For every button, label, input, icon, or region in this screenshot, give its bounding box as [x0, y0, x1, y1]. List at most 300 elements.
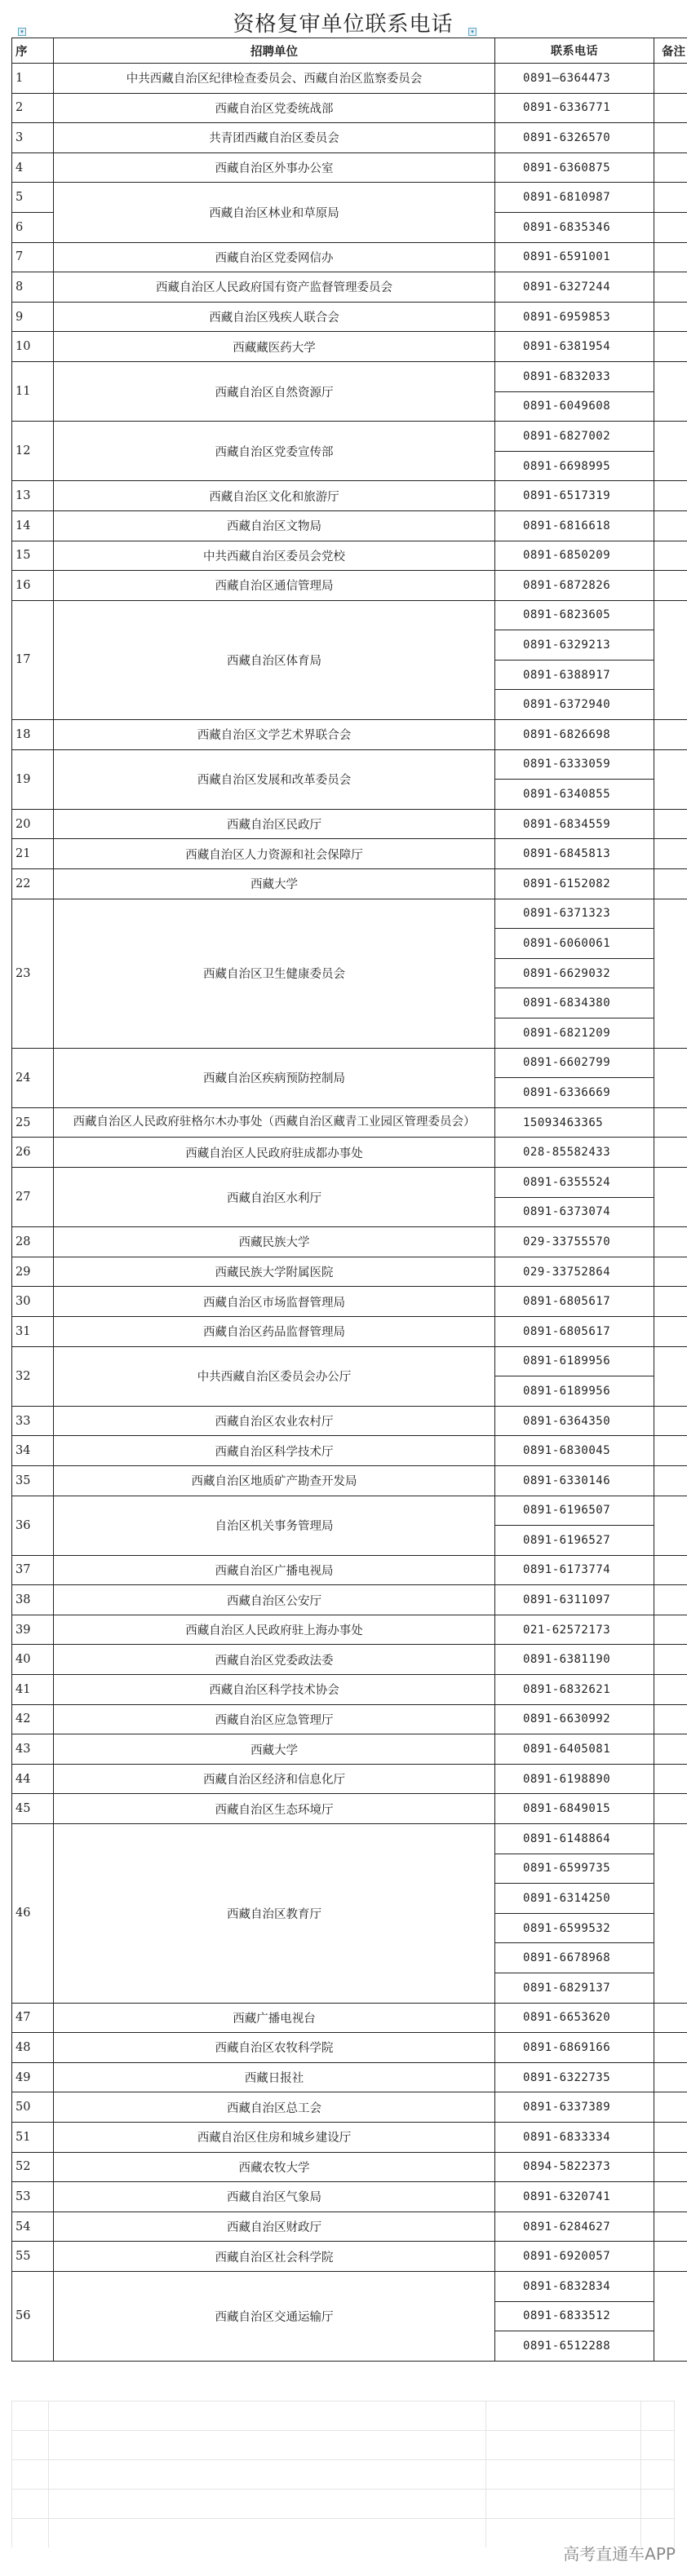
phone-cell[interactable]: 0891-6371323 — [495, 899, 654, 929]
header-note[interactable]: 备注 — [654, 38, 687, 64]
table-row — [12, 123, 687, 153]
phone-cell[interactable]: 0891-6405081 — [495, 1734, 654, 1765]
phone-cell[interactable]: 0891-6829137 — [495, 1973, 654, 2004]
header-phone[interactable]: 联系电话 — [495, 38, 654, 64]
unit-cell[interactable]: 西藏自治区总工会 — [54, 2092, 495, 2123]
note-cell[interactable] — [654, 212, 687, 242]
phone-cell[interactable]: 0891-6832033 — [495, 361, 654, 391]
row-number-cell[interactable]: 13 — [12, 481, 54, 511]
unit-cell[interactable]: 西藏农牧大学 — [54, 2152, 495, 2182]
unit-cell[interactable]: 西藏自治区民政厅 — [54, 809, 495, 839]
phone-cell[interactable]: 0891-6148864 — [495, 1824, 654, 1854]
table-row — [12, 1316, 687, 1346]
unit-cell[interactable]: 西藏日报社 — [54, 2062, 495, 2092]
note-cell[interactable] — [654, 183, 687, 213]
filter-dropdown-icon[interactable]: ▾ — [468, 28, 476, 36]
phone-cell[interactable]: 028-85582433 — [495, 1138, 654, 1168]
note-cell[interactable] — [654, 332, 687, 362]
phone-cell[interactable]: 0891-6832834 — [495, 2271, 654, 2301]
table-row — [12, 1645, 687, 1675]
table-row — [12, 1346, 687, 1376]
phone-cell[interactable]: 0891-6196527 — [495, 1526, 654, 1556]
table-row — [12, 2182, 687, 2212]
row-number-cell[interactable]: 12 — [12, 422, 54, 481]
table-row — [12, 2122, 687, 2152]
unit-cell[interactable]: 西藏自治区党委网信办 — [54, 242, 495, 272]
unit-cell[interactable]: 西藏自治区科学技术协会 — [54, 1675, 495, 1705]
phone-cell[interactable]: 0891-6322735 — [495, 2062, 654, 2092]
phone-cell[interactable]: 0891-6373074 — [495, 1197, 654, 1227]
note-cell[interactable] — [654, 302, 687, 332]
row-number-cell[interactable]: 9 — [12, 302, 54, 332]
table-row — [12, 510, 687, 541]
table-row — [12, 1734, 687, 1765]
row-number-cell[interactable]: 41 — [12, 1675, 54, 1705]
note-cell[interactable] — [654, 720, 687, 750]
row-number-cell[interactable]: 1 — [12, 64, 54, 94]
phone-cell[interactable]: 0891-6388917 — [495, 660, 654, 690]
row-number-cell[interactable]: 34 — [12, 1436, 54, 1466]
unit-cell[interactable]: 西藏自治区残疾人联合会 — [54, 302, 495, 332]
unit-cell[interactable]: 西藏自治区农业农村厅 — [54, 1406, 495, 1436]
table-row — [12, 361, 687, 391]
table-row — [12, 2092, 687, 2123]
row-number-cell[interactable]: 22 — [12, 869, 54, 899]
row-number-cell[interactable]: 50 — [12, 2092, 54, 2123]
row-number-cell[interactable]: 38 — [12, 1585, 54, 1615]
note-cell[interactable] — [654, 1496, 687, 1555]
title-row — [11, 11, 675, 38]
row-number-cell[interactable]: 42 — [12, 1704, 54, 1734]
header-no[interactable]: 序 — [12, 38, 54, 64]
phone-cell[interactable]: 0891-6326570 — [495, 123, 654, 153]
table-row — [12, 1764, 687, 1794]
row-number-cell[interactable]: 51 — [12, 2122, 54, 2152]
table-row — [12, 93, 687, 123]
unit-cell[interactable]: 西藏自治区文物局 — [54, 510, 495, 541]
row-number-cell[interactable]: 48 — [12, 2033, 54, 2063]
phone-cell[interactable]: 0891-6311097 — [495, 1585, 654, 1615]
phone-cell[interactable]: 0891-6845813 — [495, 839, 654, 869]
note-cell[interactable] — [654, 272, 687, 303]
phone-cell[interactable]: 0891-6372940 — [495, 690, 654, 720]
table-row — [12, 2211, 687, 2242]
unit-cell[interactable]: 西藏自治区人民政府国有资产监督管理委员会 — [54, 272, 495, 303]
table-row — [12, 2242, 687, 2272]
phone-cell[interactable]: 0891-6517319 — [495, 481, 654, 511]
note-cell[interactable] — [654, 1645, 687, 1675]
row-number-cell[interactable]: 26 — [12, 1138, 54, 1168]
phone-cell[interactable]: 0891-6821209 — [495, 1018, 654, 1049]
unit-cell[interactable]: 西藏自治区教育厅 — [54, 1824, 495, 2004]
unit-cell[interactable]: 西藏民族大学 — [54, 1227, 495, 1257]
row-number-cell[interactable]: 43 — [12, 1734, 54, 1765]
phone-cell[interactable]: 0891-6355524 — [495, 1167, 654, 1197]
note-cell[interactable] — [654, 242, 687, 272]
unit-cell[interactable]: 西藏大学 — [54, 869, 495, 899]
phone-cell[interactable]: 0891-6189956 — [495, 1376, 654, 1407]
unit-cell[interactable]: 西藏自治区发展和改革委员会 — [54, 749, 495, 809]
table-row — [12, 2271, 687, 2301]
note-cell[interactable] — [654, 361, 687, 421]
note-cell[interactable] — [654, 2242, 687, 2272]
table-row — [12, 1465, 687, 1496]
row-number-cell[interactable]: 53 — [12, 2182, 54, 2212]
note-cell[interactable] — [654, 2271, 687, 2361]
phone-cell[interactable]: 0891—6364473 — [495, 64, 654, 94]
note-cell[interactable] — [654, 2211, 687, 2242]
phone-cell[interactable]: 0891-6329213 — [495, 630, 654, 661]
table-row — [12, 152, 687, 183]
note-cell[interactable] — [654, 899, 687, 1048]
phone-cell[interactable]: 0891-6833334 — [495, 2122, 654, 2152]
unit-cell[interactable]: 中共西藏自治区委员会办公厅 — [54, 1346, 495, 1406]
phone-cell[interactable]: 0894-5822373 — [495, 2152, 654, 2182]
phone-cell[interactable]: 0891-6336771 — [495, 93, 654, 123]
phone-cell[interactable]: 0891-6629032 — [495, 958, 654, 988]
phone-cell[interactable]: 0891-6869166 — [495, 2033, 654, 2063]
unit-cell[interactable]: 西藏自治区党委宣传部 — [54, 422, 495, 481]
note-cell[interactable] — [654, 123, 687, 153]
unit-cell[interactable]: 西藏自治区文化和旅游厅 — [54, 481, 495, 511]
unit-cell[interactable]: 西藏自治区市场监督管理局 — [54, 1287, 495, 1317]
phone-cell[interactable]: 0891-6198890 — [495, 1764, 654, 1794]
phone-cell[interactable]: 0891-6320741 — [495, 2182, 654, 2212]
phone-cell[interactable]: 0891-6336669 — [495, 1078, 654, 1108]
note-cell[interactable] — [654, 1824, 687, 2004]
note-cell[interactable] — [654, 1138, 687, 1168]
phone-cell[interactable]: 0891-6599532 — [495, 1913, 654, 1943]
row-number-cell[interactable]: 6 — [12, 212, 54, 242]
note-cell[interactable] — [654, 510, 687, 541]
note-cell[interactable] — [654, 2062, 687, 2092]
note-cell[interactable] — [654, 1316, 687, 1346]
unit-cell[interactable]: 西藏自治区药品监督管理局 — [54, 1316, 495, 1346]
table-row — [12, 422, 687, 452]
phone-cell[interactable]: 0891-6678968 — [495, 1943, 654, 1973]
phone-cell[interactable]: 029-33752864 — [495, 1257, 654, 1287]
phone-cell[interactable]: 0891-6834380 — [495, 988, 654, 1018]
phone-cell[interactable]: 0891-6512288 — [495, 2331, 654, 2362]
note-cell[interactable] — [654, 2152, 687, 2182]
row-number-cell[interactable]: 32 — [12, 1346, 54, 1406]
row-number-cell[interactable]: 16 — [12, 571, 54, 601]
phone-cell[interactable]: 0891-6816618 — [495, 510, 654, 541]
phone-cell[interactable]: 0891-6805617 — [495, 1287, 654, 1317]
note-cell[interactable] — [654, 2033, 687, 2063]
row-number-cell[interactable]: 4 — [12, 152, 54, 183]
note-cell[interactable] — [654, 1107, 687, 1138]
row-number-cell[interactable]: 35 — [12, 1465, 54, 1496]
table-row — [12, 571, 687, 601]
note-cell[interactable] — [654, 1465, 687, 1496]
note-cell[interactable] — [654, 1794, 687, 1824]
unit-cell[interactable]: 西藏自治区气象局 — [54, 2182, 495, 2212]
phone-cell[interactable]: 15093463365 — [495, 1107, 654, 1138]
row-number-cell[interactable]: 30 — [12, 1287, 54, 1317]
phone-cell[interactable]: 029-33755570 — [495, 1227, 654, 1257]
unit-cell[interactable]: 中共西藏自治区委员会党校 — [54, 541, 495, 571]
table-row — [12, 899, 687, 929]
unit-cell[interactable]: 西藏自治区疾病预防控制局 — [54, 1048, 495, 1107]
unit-cell[interactable]: 西藏自治区文学艺术界联合会 — [54, 720, 495, 750]
phone-cell[interactable]: 0891-6049608 — [495, 391, 654, 422]
table-row — [12, 839, 687, 869]
table-row — [12, 272, 687, 303]
phone-cell[interactable]: 0891-6284627 — [495, 2211, 654, 2242]
row-number-cell[interactable]: 40 — [12, 1645, 54, 1675]
table-row — [12, 1257, 687, 1287]
unit-cell[interactable]: 西藏民族大学附属医院 — [54, 1257, 495, 1287]
note-cell[interactable] — [654, 2092, 687, 2123]
table-row — [12, 242, 687, 272]
phone-cell[interactable]: 0891-6599735 — [495, 1854, 654, 1884]
phone-cell[interactable]: 0891-6591001 — [495, 242, 654, 272]
note-cell[interactable] — [654, 1585, 687, 1615]
row-number-cell[interactable]: 2 — [12, 93, 54, 123]
note-cell[interactable] — [654, 1257, 687, 1287]
note-cell[interactable] — [654, 1227, 687, 1257]
phone-cell[interactable]: 0891-6381190 — [495, 1645, 654, 1675]
unit-cell[interactable]: 共青团西藏自治区委员会 — [54, 123, 495, 153]
table-row — [12, 1704, 687, 1734]
note-cell[interactable] — [654, 152, 687, 183]
table-row — [12, 1406, 687, 1436]
row-number-cell[interactable]: 24 — [12, 1048, 54, 1107]
note-cell[interactable] — [654, 422, 687, 481]
row-number-cell[interactable]: 7 — [12, 242, 54, 272]
row-number-cell[interactable]: 45 — [12, 1794, 54, 1824]
row-number-cell[interactable]: 37 — [12, 1555, 54, 1585]
unit-cell[interactable]: 西藏自治区外事办公室 — [54, 152, 495, 183]
note-cell[interactable] — [654, 839, 687, 869]
unit-cell[interactable]: 西藏自治区交通运输厅 — [54, 2271, 495, 2361]
row-number-cell[interactable]: 46 — [12, 1824, 54, 2004]
note-cell[interactable] — [654, 2003, 687, 2033]
row-number-cell[interactable]: 23 — [12, 899, 54, 1048]
row-number-cell[interactable]: 20 — [12, 809, 54, 839]
row-number-cell[interactable]: 18 — [12, 720, 54, 750]
phone-cell[interactable]: 0891-6173774 — [495, 1555, 654, 1585]
row-number-cell[interactable]: 47 — [12, 2003, 54, 2033]
unit-cell[interactable]: 西藏自治区社会科学院 — [54, 2242, 495, 2272]
note-cell[interactable] — [654, 1764, 687, 1794]
header-row — [12, 38, 687, 64]
unit-cell[interactable]: 西藏自治区住房和城乡建设厅 — [54, 2122, 495, 2152]
row-number-cell[interactable]: 25 — [12, 1107, 54, 1138]
row-number-cell[interactable]: 27 — [12, 1167, 54, 1226]
sheet-title: 资格复审单位联系电话 — [233, 12, 454, 37]
phone-cell[interactable]: 0891-6189956 — [495, 1346, 654, 1376]
note-cell[interactable] — [654, 1615, 687, 1645]
note-cell[interactable] — [654, 749, 687, 809]
unit-cell[interactable]: 西藏自治区人民政府驻成都办事处 — [54, 1138, 495, 1168]
phone-cell[interactable]: 0891-6872826 — [495, 571, 654, 601]
phone-cell[interactable]: 0891-6060061 — [495, 929, 654, 959]
unit-cell[interactable]: 西藏自治区人民政府驻格尔木办事处（西藏自治区藏青工业园区管理委员会） — [54, 1107, 495, 1138]
phone-cell[interactable]: 0891-6823605 — [495, 600, 654, 630]
table-row — [12, 1824, 687, 1854]
phone-cell[interactable]: 0891-6602799 — [495, 1048, 654, 1078]
row-number-cell[interactable]: 33 — [12, 1406, 54, 1436]
row-number-cell[interactable]: 28 — [12, 1227, 54, 1257]
note-cell[interactable] — [654, 809, 687, 839]
phone-cell[interactable]: 0891-6826698 — [495, 720, 654, 750]
table-row — [12, 481, 687, 511]
row-number-cell[interactable]: 5 — [12, 183, 54, 213]
row-number-cell[interactable]: 56 — [12, 2271, 54, 2361]
phone-cell[interactable]: 0891-6152082 — [495, 869, 654, 899]
row-number-cell[interactable]: 15 — [12, 541, 54, 571]
table-row — [12, 1436, 687, 1466]
phone-cell[interactable]: 0891-6327244 — [495, 272, 654, 303]
phone-cell[interactable]: 0891-6330146 — [495, 1465, 654, 1496]
note-cell[interactable] — [654, 2182, 687, 2212]
table-row — [12, 1496, 687, 1526]
header-unit[interactable]: 招聘单位 — [54, 38, 495, 64]
phone-cell[interactable]: 0891-6314250 — [495, 1884, 654, 1914]
phone-cell[interactable]: 0891-6830045 — [495, 1436, 654, 1466]
unit-cell[interactable]: 西藏自治区科学技术厅 — [54, 1436, 495, 1466]
spreadsheet — [11, 11, 685, 2362]
phone-cell[interactable]: 0891-6333059 — [495, 749, 654, 780]
unit-cell[interactable]: 西藏自治区公安厅 — [54, 1585, 495, 1615]
note-cell[interactable] — [654, 1346, 687, 1406]
unit-cell[interactable]: 西藏自治区林业和草原局 — [54, 183, 495, 242]
row-number-cell[interactable]: 36 — [12, 1496, 54, 1555]
unit-cell[interactable]: 西藏自治区党委统战部 — [54, 93, 495, 123]
unit-cell[interactable]: 西藏自治区广播电视局 — [54, 1555, 495, 1585]
table-row — [12, 332, 687, 362]
table-row — [12, 541, 687, 571]
phone-cell[interactable]: 0891-6196507 — [495, 1496, 654, 1526]
note-cell[interactable] — [654, 600, 687, 719]
note-cell[interactable] — [654, 1734, 687, 1765]
note-cell[interactable] — [654, 1704, 687, 1734]
table-row — [12, 302, 687, 332]
row-number-cell[interactable]: 8 — [12, 272, 54, 303]
unit-cell[interactable]: 自治区机关事务管理局 — [54, 1496, 495, 1555]
phone-cell[interactable]: 0891-6850209 — [495, 541, 654, 571]
table-row — [12, 1227, 687, 1257]
unit-cell[interactable]: 西藏自治区财政厅 — [54, 2211, 495, 2242]
phone-cell[interactable]: 0891-6653620 — [495, 2003, 654, 2033]
table-row — [12, 869, 687, 899]
phone-cell[interactable]: 0891-6360875 — [495, 152, 654, 183]
unit-cell[interactable]: 西藏藏医药大学 — [54, 332, 495, 362]
unit-cell[interactable]: 西藏自治区经济和信息化厅 — [54, 1764, 495, 1794]
row-number-cell[interactable]: 11 — [12, 361, 54, 421]
phone-cell[interactable]: 0891-6630992 — [495, 1704, 654, 1734]
unit-cell[interactable]: 中共西藏自治区纪律检查委员会、西藏自治区监察委员会 — [54, 64, 495, 94]
phone-cell[interactable]: 0891-6835346 — [495, 212, 654, 242]
phone-cell[interactable]: 0891-6959853 — [495, 302, 654, 332]
unit-cell[interactable]: 西藏广播电视台 — [54, 2003, 495, 2033]
row-number-cell[interactable]: 10 — [12, 332, 54, 362]
unit-cell[interactable]: 西藏自治区体育局 — [54, 600, 495, 719]
contact-table — [11, 38, 687, 2362]
row-number-cell[interactable]: 14 — [12, 510, 54, 541]
unit-cell[interactable]: 西藏自治区人力资源和社会保障厅 — [54, 839, 495, 869]
row-number-cell[interactable]: 17 — [12, 600, 54, 719]
row-number-cell[interactable]: 54 — [12, 2211, 54, 2242]
phone-cell[interactable]: 0891-6698995 — [495, 451, 654, 481]
phone-cell[interactable]: 0891-6849015 — [495, 1794, 654, 1824]
unit-cell[interactable]: 西藏自治区卫生健康委员会 — [54, 899, 495, 1048]
note-cell[interactable] — [654, 1675, 687, 1705]
note-cell[interactable] — [654, 1406, 687, 1436]
row-number-cell[interactable]: 49 — [12, 2062, 54, 2092]
table-row — [12, 1048, 687, 1078]
unit-cell[interactable]: 西藏自治区应急管理厅 — [54, 1704, 495, 1734]
phone-cell[interactable]: 0891-6337389 — [495, 2092, 654, 2123]
note-cell[interactable] — [654, 1436, 687, 1466]
phone-cell[interactable]: 0891-6834559 — [495, 809, 654, 839]
note-cell[interactable] — [654, 869, 687, 899]
note-cell[interactable] — [654, 481, 687, 511]
unit-cell[interactable]: 西藏自治区水利厅 — [54, 1167, 495, 1226]
row-number-cell[interactable]: 55 — [12, 2242, 54, 2272]
table-row — [12, 809, 687, 839]
row-number-cell[interactable]: 29 — [12, 1257, 54, 1287]
unit-cell[interactable]: 西藏大学 — [54, 1734, 495, 1765]
table-row — [12, 183, 687, 213]
note-cell[interactable] — [654, 64, 687, 94]
note-cell[interactable] — [654, 1167, 687, 1226]
empty-grid — [11, 2401, 675, 2547]
row-number-cell[interactable]: 52 — [12, 2152, 54, 2182]
unit-cell[interactable]: 西藏自治区生态环境厅 — [54, 1794, 495, 1824]
row-number-cell[interactable]: 31 — [12, 1316, 54, 1346]
filter-dropdown-icon[interactable]: ▾ — [18, 28, 26, 36]
table-row — [12, 1615, 687, 1645]
note-cell[interactable] — [654, 1048, 687, 1107]
unit-cell[interactable]: 西藏自治区人民政府驻上海办事处 — [54, 1615, 495, 1645]
phone-cell[interactable]: 0891-6364350 — [495, 1406, 654, 1436]
phone-cell[interactable]: 0891-6805617 — [495, 1316, 654, 1346]
note-cell[interactable] — [654, 2122, 687, 2152]
row-number-cell[interactable]: 21 — [12, 839, 54, 869]
row-number-cell[interactable]: 19 — [12, 749, 54, 809]
unit-cell[interactable]: 西藏自治区党委政法委 — [54, 1645, 495, 1675]
row-number-cell[interactable]: 39 — [12, 1615, 54, 1645]
phone-cell[interactable]: 0891-6833512 — [495, 2301, 654, 2331]
row-number-cell[interactable]: 44 — [12, 1764, 54, 1794]
table-row — [12, 749, 687, 780]
note-cell[interactable] — [654, 1555, 687, 1585]
unit-cell[interactable]: 西藏自治区自然资源厅 — [54, 361, 495, 421]
phone-cell[interactable]: 021-62572173 — [495, 1615, 654, 1645]
phone-cell[interactable]: 0891-6832621 — [495, 1675, 654, 1705]
phone-cell[interactable]: 0891-6920057 — [495, 2242, 654, 2272]
unit-cell[interactable]: 西藏自治区通信管理局 — [54, 571, 495, 601]
phone-cell[interactable]: 0891-6827002 — [495, 422, 654, 452]
note-cell[interactable] — [654, 1287, 687, 1317]
table-row — [12, 1555, 687, 1585]
phone-cell[interactable]: 0891-6810987 — [495, 183, 654, 213]
unit-cell[interactable]: 西藏自治区农牧科学院 — [54, 2033, 495, 2063]
note-cell[interactable] — [654, 571, 687, 601]
phone-cell[interactable]: 0891-6340855 — [495, 780, 654, 810]
table-row — [12, 1675, 687, 1705]
note-cell[interactable] — [654, 541, 687, 571]
row-number-cell[interactable]: 3 — [12, 123, 54, 153]
unit-cell[interactable]: 西藏自治区地质矿产勘查开发局 — [54, 1465, 495, 1496]
table-body — [12, 64, 687, 2362]
table-row — [12, 1585, 687, 1615]
note-cell[interactable] — [654, 93, 687, 123]
phone-cell[interactable]: 0891-6381954 — [495, 332, 654, 362]
